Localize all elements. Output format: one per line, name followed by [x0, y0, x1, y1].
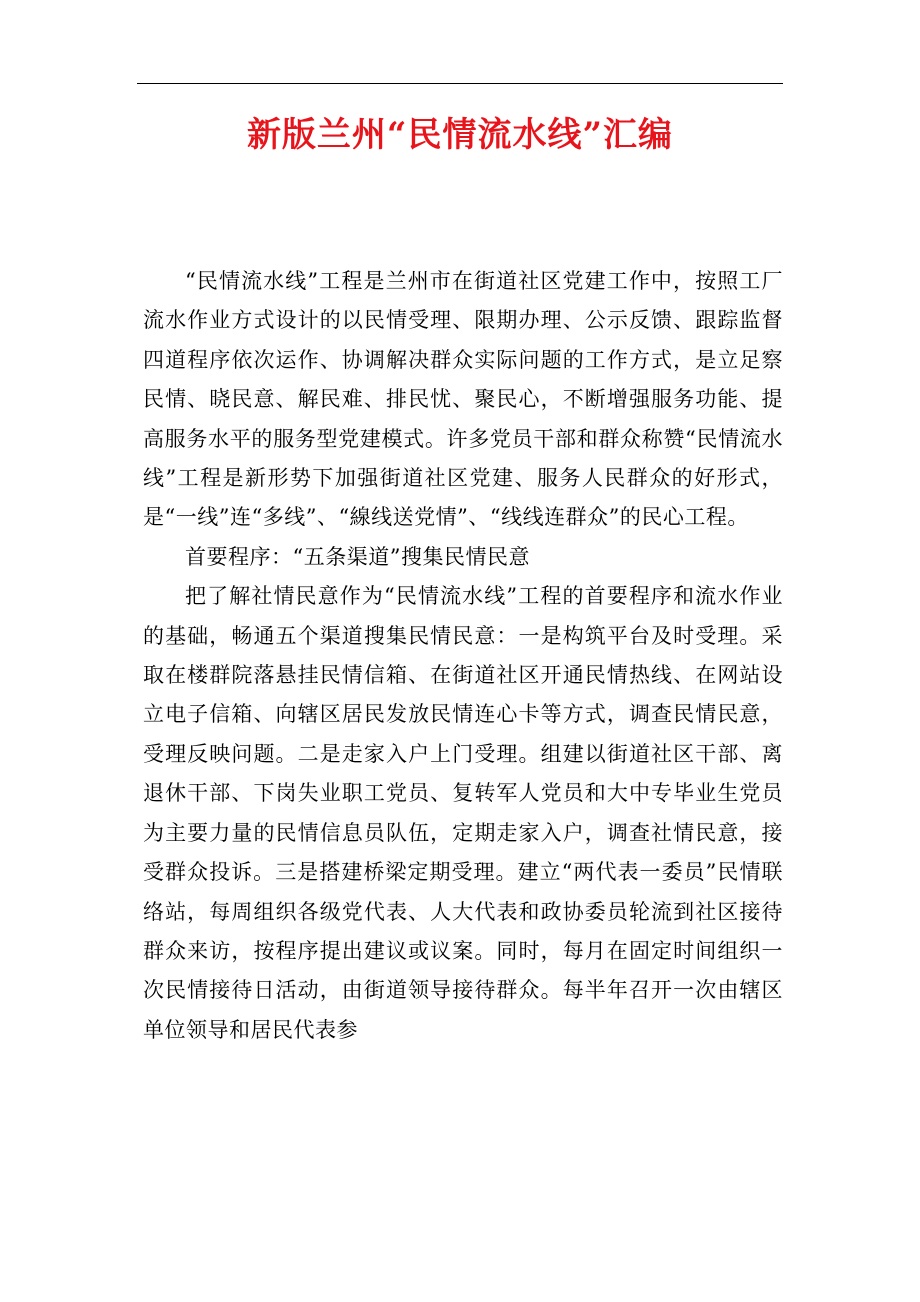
header-rule [137, 83, 783, 84]
document-body [143, 262, 783, 1050]
intro-paragraph: “民情流水线”工程是兰州市在街道社区党建工作中，按照工厂流水作业方式设计的以民情受理、限期办理、公示反馈、跟踪监督四道程序依次运作、协调解决群众实际问题的工作方式，是立足察民情、晓民意、解民难、排民忧、聚民心，不断增强服务功能、提高服务水平的服务型党建模式。许多党员干部和群众称赞“民情流水线”工程是新形势下加强街道社区党建、服务人民群众的好形式，是“一线”连“多线”、“線线送党情”、“线线连群众”的民心工程。 [143, 269, 783, 530]
section-heading: 首要程序：“五条渠道”搜集民情民意 [185, 544, 530, 569]
document-title: 新版兰州“民情流水线”汇编 [246, 115, 674, 155]
section-paragraph: 把了解社情民意作为“民情流水线”工程的首要程序和流水作业的基础，畅通五个渠道搜集民情民意：一是构筑平台及时受理。采取在楼群院落悬挂民情信箱、在街道社区开通民情热线、在网站设立电子信箱、向辖区居民发放民情连心卡等方式，调查民情民意，受理反映问题。二是走家入户上门受理。组建以街道社区干部、离退休干部、下岗失业职工党员、复转军人党员和大中专毕业生党员为主要力量的民情信息员队伍，定期走家入户，调查社情民意，接受群众投诉。三是搭建桥梁定期受理。建立“两代表一委员”民情联络站，每周组织各级党代表、人大代表和政协委员轮流到社区接待群众来访，按程序提出建议或议案。同时，每月在固定时间组织一次民情接待日活动，由街道领导接待群众。每半年召开一次由辖区单位领导和居民代表参 [143, 584, 783, 1042]
